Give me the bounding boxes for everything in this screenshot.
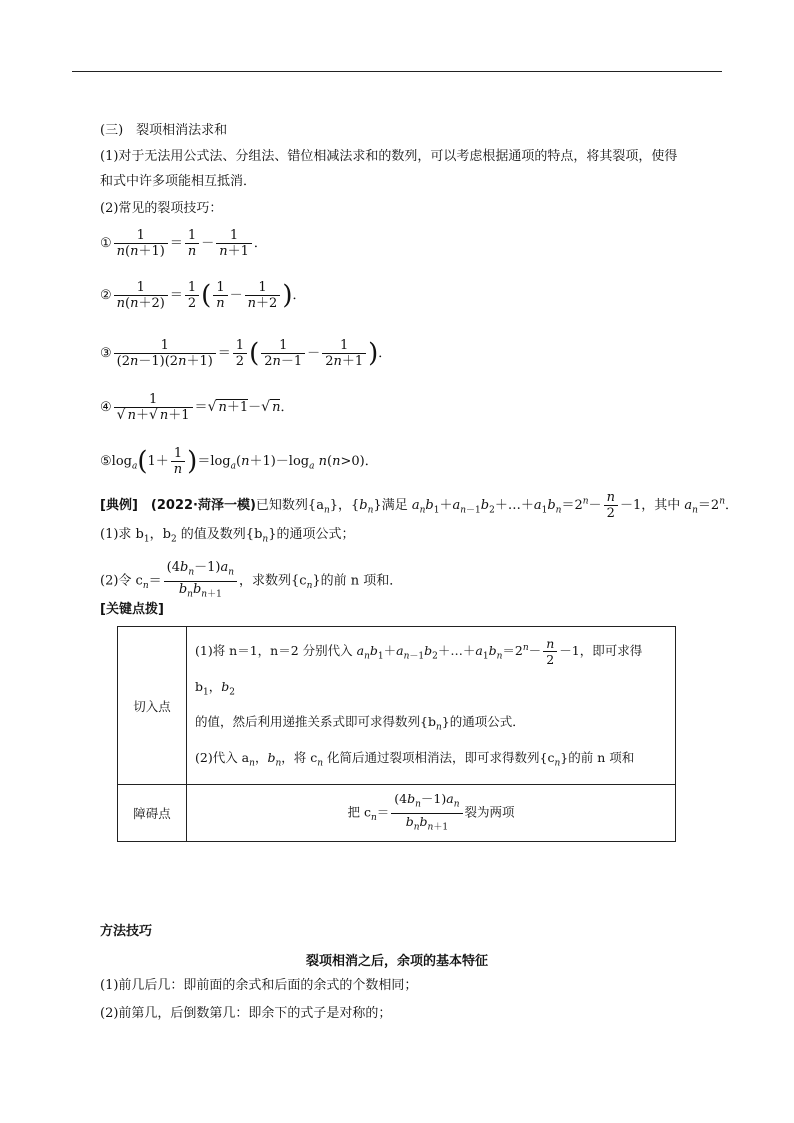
question-1-a: (1)求 b (100, 527, 144, 542)
row-1-text-f: ，将 c (281, 749, 318, 765)
row-1-text-e: (2)代入 a (195, 749, 250, 765)
paragraph-1b: 和式中许多项能相互抵消． (100, 174, 257, 189)
methods-label: 方法技巧 (100, 924, 153, 939)
question-2-b: ，求数列{c (239, 573, 307, 589)
formula-4-mark: ④ (100, 400, 112, 415)
paragraph-1a: (1)对于无法用公式法、分组法、错位相减法求和的数列，可以考虑根据通项的特点，将其裂项，使得 (100, 149, 678, 164)
formula-3: ③ $\frac{1}{(2n-1)(2n+1)}$ ＝ $\frac{1}{2}$ ( $\frac{1}{2n-1}$ － $\frac{1}{2n+1}$ )． (100, 338, 392, 369)
formula-2: ② $\frac{1}{n(n+2)}$ ＝ $\frac{1}{2}$ ( $\frac{1}{n}$ － $\frac{1}{n+2}$ )． (100, 280, 306, 311)
row-1-text-g: 化简后通过裂项相消法，即可求得数列{c (323, 749, 555, 765)
row-1-text-a: (1)将 n＝1，n＝2 分别代入 (195, 643, 353, 659)
question-1-c: 的值及数列{b (176, 527, 263, 542)
methods-item-1: (1)前几后几：即前面的余式和后面的余式的个数相同； (100, 978, 418, 993)
section-title: (三) 裂项相消法求和 (100, 123, 228, 138)
key-points-table (117, 626, 676, 842)
row-1-text-b: ，即可求得 b (195, 643, 643, 694)
question-1: (1)求 $b_1$，$b_2$ 的值及数列$\{b_n\}$的通项公式； (100, 527, 355, 545)
example-label: [典例] (100, 498, 138, 513)
row-2-body: 把 $c_n=$ $\frac{(4b_n-1)a_n}{b_nb_{n+1}}$ 裂为两项 (187, 785, 676, 842)
question-2-c: }的前 n 项和． (312, 573, 403, 589)
formula-2-mark: ② (100, 288, 112, 303)
key-points-label: [关键点拨] (100, 602, 164, 617)
question-2: (2)令 $c_n=$ $\frac{(4b_n-1)a_n}{b_nb_{n+1}}$ ，求数列$\{c_n\}$的前 n 项和． (100, 560, 402, 602)
example-statement: [典例] (2022·菏泽一模)已知数列$\{a_n\}$，$\{b_n\}$满足 $a_nb_1+a_{n-1}b_2+\dots+a_1b_n=2^n-$ $\frac{n}{2}$ －1，其中 $a_n=2^n$． (100, 490, 738, 521)
row-1-text-h: }的前 n 项和 (560, 749, 635, 765)
formula-1-mark: ① (100, 236, 112, 251)
question-2-a: (2)令 c (100, 573, 143, 589)
row-1-head: 切入点 (118, 627, 187, 785)
paragraph-2: (2)常见的裂项技巧： (100, 201, 223, 216)
row-2-text-b: 裂为两项 (464, 804, 515, 820)
formula-3-mark: ③ (100, 346, 112, 361)
row-1-body: (1)将 n＝1，n＝2 分别代入 $a_nb_1+a_{n-1}b_2+\dots+a_1b_n=2^n-$ $\frac{n}{2}$ －1，即可求得 $b_1$，$b_2$ 的值，然后利用递推关系式即可求得数列$\{b_n\}$的通项公式． (2)代入 $a_n$，$b_n$，将 $c_n$ 化简后通过裂项相消法，即可求得数列$\{c_n\}$的前 n 项和 (187, 627, 676, 785)
row-2-text-a: 把 c (347, 804, 371, 820)
formula-4: ④ $\frac{1}{√ n+√ n+1}$ ＝√ n＋1－√ n． (100, 392, 294, 423)
methods-item-2: (2)前第几，后倒数第几：即余下的式子是对称的； (100, 1006, 392, 1021)
methods-title: 裂项相消之后，余项的基本特征 (305, 954, 488, 969)
header-rule (72, 71, 722, 72)
formula-5: $⑤\log_a(1+$ $\frac{1}{n}$ )$=\log_a(n+1)-\log_a$ n(n>0)． (100, 446, 378, 477)
question-1-b: ，b (149, 527, 171, 542)
formula-5-mark: ⑤ (100, 454, 112, 469)
formula-1: ① $\frac{1}{n(n+1)}$ ＝ $\frac{1}{n}$ － $\frac{1}{n+1}$ ． (100, 228, 267, 259)
row-1-text-c: 的值，然后利用递推关系式即可求得数列{b (195, 714, 436, 730)
row-2-head: 障碍点 (118, 785, 187, 842)
question-1-d: }的通项公式； (268, 527, 355, 542)
example-intro: 已知数列{a (255, 498, 324, 513)
row-1-text-d: }的通项公式． (441, 714, 525, 730)
table-row (118, 785, 676, 842)
table-row (118, 627, 676, 785)
example-source: (2022·菏泽一模) (150, 498, 256, 513)
